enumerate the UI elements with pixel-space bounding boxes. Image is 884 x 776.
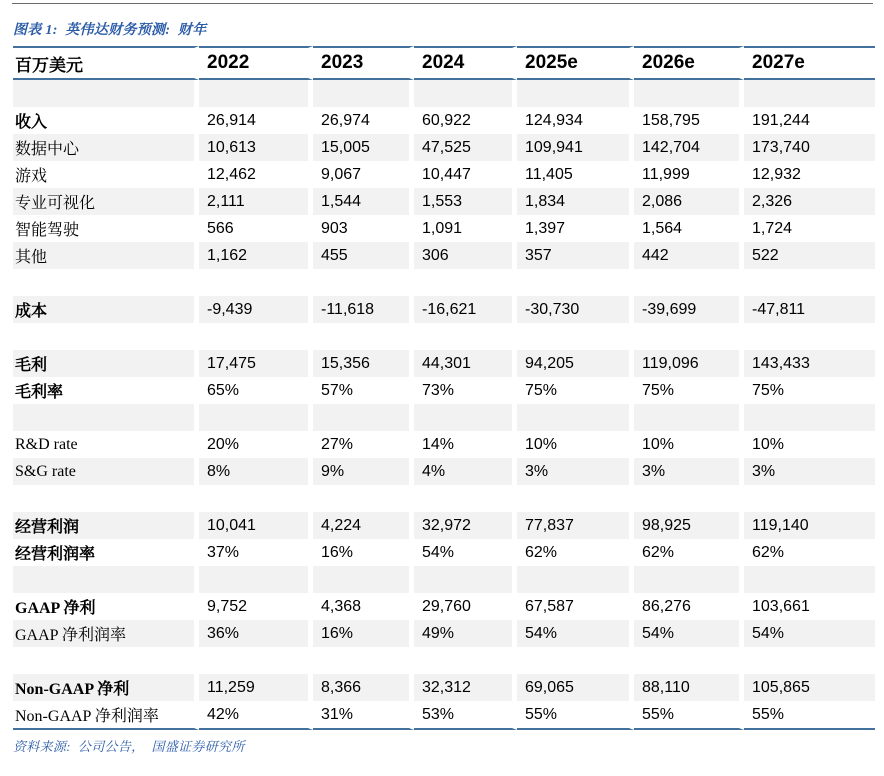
row-label: 专业可视化 xyxy=(13,188,199,215)
header-row xyxy=(13,46,875,80)
cell-value: 15,356 xyxy=(313,350,414,377)
cell-empty xyxy=(199,323,313,350)
cell-value: 455 xyxy=(313,242,414,269)
cell-value: 1,397 xyxy=(517,215,634,242)
cell-value: 1,834 xyxy=(517,188,634,215)
row-label-empty xyxy=(13,323,199,350)
cell-value: 54% xyxy=(517,620,634,647)
cell-empty xyxy=(313,269,414,296)
cell-value: 357 xyxy=(517,242,634,269)
cell-empty xyxy=(313,404,414,431)
cell-value: 26,914 xyxy=(199,107,313,134)
row-label: 游戏 xyxy=(13,161,199,188)
cell-empty xyxy=(634,647,744,674)
table-row xyxy=(13,431,875,458)
table-row xyxy=(13,296,875,323)
year-header-2023: 2023 xyxy=(313,46,414,80)
cell-empty xyxy=(414,80,517,107)
cell-empty xyxy=(414,566,517,593)
cell-value: 44,301 xyxy=(414,350,517,377)
row-label: 经营利润率 xyxy=(13,539,199,566)
cell-value: 49% xyxy=(414,620,517,647)
cell-value: 65% xyxy=(199,377,313,404)
cell-value: -30,730 xyxy=(517,296,634,323)
cell-value: 442 xyxy=(634,242,744,269)
cell-value: 14% xyxy=(414,431,517,458)
cell-value: 47,525 xyxy=(414,134,517,161)
cell-value: 77,837 xyxy=(517,512,634,539)
cell-empty xyxy=(744,269,875,296)
cell-value: 73% xyxy=(414,377,517,404)
row-label-empty xyxy=(13,404,199,431)
cell-empty xyxy=(414,485,517,512)
cell-empty xyxy=(517,566,634,593)
cell-value: 1,091 xyxy=(414,215,517,242)
cell-value: 17,475 xyxy=(199,350,313,377)
row-label: 毛利率 xyxy=(13,377,199,404)
cell-value: 42% xyxy=(199,701,313,730)
cell-empty xyxy=(313,485,414,512)
cell-value: 55% xyxy=(744,701,875,730)
financial-forecast-table xyxy=(13,46,875,730)
cell-value: 11,405 xyxy=(517,161,634,188)
cell-value: 26,974 xyxy=(313,107,414,134)
row-label: Non-GAAP 净利润率 xyxy=(13,701,199,730)
table-row xyxy=(13,188,875,215)
year-header-2025e: 2025e xyxy=(517,46,634,80)
row-label: 收入 xyxy=(13,107,199,134)
spacer-row xyxy=(13,647,875,674)
cell-value: 75% xyxy=(752,381,785,399)
cell-value: 37% xyxy=(199,539,313,566)
cell-value: 1,553 xyxy=(414,188,517,215)
cell-value: 2,086 xyxy=(634,188,744,215)
cell-value: 54% xyxy=(414,539,517,566)
cell-value: 20% xyxy=(199,431,313,458)
spacer-row xyxy=(13,485,875,512)
cell-value: 31% xyxy=(313,701,414,730)
unit-header: 百万美元 xyxy=(13,46,199,80)
cell-empty xyxy=(199,80,313,107)
cell-empty xyxy=(744,80,875,107)
cell-empty xyxy=(744,566,875,593)
cell-value: 1,162 xyxy=(199,242,313,269)
cell-value: 9,752 xyxy=(199,593,313,620)
row-label: GAAP 净利润率 xyxy=(13,620,199,647)
row-label-empty xyxy=(13,566,199,593)
cell-empty xyxy=(313,323,414,350)
cell-value: 69,065 xyxy=(517,674,634,701)
cell-value: 142,704 xyxy=(634,134,744,161)
row-label: 数据中心 xyxy=(13,134,199,161)
cell-value: 54% xyxy=(634,620,744,647)
cell-value: 54% xyxy=(744,620,875,647)
cell-value: 903 xyxy=(313,215,414,242)
cell-value: 1,724 xyxy=(752,219,793,237)
cell-value: 4,368 xyxy=(313,593,414,620)
table-row xyxy=(13,107,875,134)
cell-empty xyxy=(634,485,744,512)
cell-value: 62% xyxy=(517,539,634,566)
cell-value: 191,244 xyxy=(752,111,810,129)
spacer-row xyxy=(13,269,875,296)
cell-value: 3% xyxy=(744,458,875,485)
row-label: S&G rate xyxy=(13,458,199,485)
cell-value: 11,259 xyxy=(199,674,313,701)
cell-empty xyxy=(414,647,517,674)
row-label: 其他 xyxy=(13,242,199,269)
cell-value: 55% xyxy=(634,701,744,730)
cell-value: 10,613 xyxy=(199,134,313,161)
cell-value: 32,312 xyxy=(414,674,517,701)
cell-value: 11,999 xyxy=(634,161,744,188)
cell-value: -47,811 xyxy=(744,296,875,323)
cell-empty xyxy=(744,647,875,674)
table-row xyxy=(13,350,875,377)
cell-value: 75% xyxy=(634,377,744,404)
cell-empty xyxy=(313,566,414,593)
cell-value: 15,005 xyxy=(313,134,414,161)
cell-empty xyxy=(634,269,744,296)
cell-empty xyxy=(517,323,634,350)
cell-empty xyxy=(744,404,875,431)
row-label-empty xyxy=(13,647,199,674)
cell-value: 12,932 xyxy=(752,165,801,183)
cell-value: 8% xyxy=(199,458,313,485)
cell-value: -16,621 xyxy=(414,296,517,323)
cell-value: 4,224 xyxy=(313,512,414,539)
cell-value: 4% xyxy=(414,458,517,485)
cell-value: 103,661 xyxy=(752,597,810,615)
cell-value: 119,096 xyxy=(634,350,744,377)
cell-value: 36% xyxy=(199,620,313,647)
cell-value: 62% xyxy=(634,539,744,566)
cell-value: 1,564 xyxy=(634,215,744,242)
table-row xyxy=(13,620,875,647)
cell-empty xyxy=(744,323,875,350)
cell-value: 9% xyxy=(313,458,414,485)
cell-empty xyxy=(313,80,414,107)
table-row xyxy=(13,593,875,620)
year-header-2027e: 2027e xyxy=(744,46,875,80)
table-row xyxy=(13,674,875,701)
cell-value: 173,740 xyxy=(744,134,875,161)
cell-value: 10% xyxy=(517,431,634,458)
cell-empty xyxy=(199,647,313,674)
cell-value: 143,433 xyxy=(744,350,875,377)
cell-empty xyxy=(199,566,313,593)
cell-empty xyxy=(414,323,517,350)
spacer-row xyxy=(13,404,875,431)
cell-value: 75% xyxy=(517,377,634,404)
cell-value: 158,795 xyxy=(634,107,744,134)
cell-value: 10,041 xyxy=(199,512,313,539)
cell-value: 2,111 xyxy=(199,188,313,215)
cell-value: 67,587 xyxy=(517,593,634,620)
cell-empty xyxy=(517,269,634,296)
cell-value: -11,618 xyxy=(313,296,414,323)
cell-empty xyxy=(517,485,634,512)
cell-value: -9,439 xyxy=(199,296,313,323)
cell-empty xyxy=(634,323,744,350)
spacer-row xyxy=(13,80,875,107)
source-note: 资料来源: 公司公告， 国盛证券研究所 xyxy=(13,739,245,754)
cell-value: 3% xyxy=(517,458,634,485)
cell-value: 88,110 xyxy=(634,674,744,701)
cell-value: 124,934 xyxy=(517,107,634,134)
cell-value: 29,760 xyxy=(414,593,517,620)
table-row xyxy=(13,242,875,269)
cell-value: 16% xyxy=(313,620,414,647)
row-label: 毛利 xyxy=(13,350,199,377)
cell-value: 566 xyxy=(199,215,313,242)
table-row xyxy=(13,215,875,242)
cell-value: 57% xyxy=(313,377,414,404)
cell-value: 86,276 xyxy=(634,593,744,620)
row-label: 成本 xyxy=(13,296,199,323)
cell-value: 119,140 xyxy=(744,512,875,539)
year-header-2022: 2022 xyxy=(199,46,313,80)
cell-value: 3% xyxy=(634,458,744,485)
row-label-empty xyxy=(13,269,199,296)
cell-value: 109,941 xyxy=(517,134,634,161)
year-header-2026e: 2026e xyxy=(634,46,744,80)
cell-value: 62% xyxy=(752,543,785,561)
year-header-2024: 2024 xyxy=(414,46,517,80)
cell-value: 9,067 xyxy=(313,161,414,188)
spacer-row xyxy=(13,566,875,593)
cell-value: 12,462 xyxy=(199,161,313,188)
cell-value: 98,925 xyxy=(634,512,744,539)
cell-value: 60,922 xyxy=(414,107,517,134)
row-label: R&D rate xyxy=(13,431,199,458)
cell-value: 10% xyxy=(752,435,785,453)
table-row xyxy=(13,458,875,485)
cell-empty xyxy=(199,404,313,431)
cell-empty xyxy=(199,269,313,296)
cell-value: 53% xyxy=(414,701,517,730)
cell-value: 306 xyxy=(414,242,517,269)
cell-value: 10,447 xyxy=(414,161,517,188)
table-row xyxy=(13,701,875,730)
cell-value: 10% xyxy=(634,431,744,458)
table-row xyxy=(13,539,875,566)
table-row xyxy=(13,134,875,161)
cell-value: 55% xyxy=(517,701,634,730)
cell-value: 27% xyxy=(313,431,414,458)
cell-value: -39,699 xyxy=(634,296,744,323)
cell-value: 32,972 xyxy=(414,512,517,539)
row-label-empty xyxy=(13,485,199,512)
cell-value: 522 xyxy=(744,242,875,269)
row-label-empty xyxy=(13,80,199,107)
cell-empty xyxy=(634,566,744,593)
cell-value: 1,544 xyxy=(313,188,414,215)
row-label: 智能驾驶 xyxy=(13,215,199,242)
row-label: 经营利润 xyxy=(13,512,199,539)
spacer-row xyxy=(13,323,875,350)
cell-empty xyxy=(744,485,875,512)
top-divider-rule xyxy=(12,3,873,4)
cell-empty xyxy=(414,404,517,431)
row-label: Non-GAAP 净利 xyxy=(13,674,199,701)
cell-value: 94,205 xyxy=(517,350,634,377)
cell-empty xyxy=(634,404,744,431)
cell-value: 105,865 xyxy=(744,674,875,701)
cell-value: 8,366 xyxy=(313,674,414,701)
table-row xyxy=(13,161,875,188)
cell-empty xyxy=(517,647,634,674)
table-row xyxy=(13,377,875,404)
cell-empty xyxy=(313,647,414,674)
cell-value: 16% xyxy=(313,539,414,566)
cell-empty xyxy=(517,404,634,431)
cell-empty xyxy=(517,80,634,107)
row-label: GAAP 净利 xyxy=(13,593,199,620)
cell-value: 2,326 xyxy=(744,188,875,215)
cell-empty xyxy=(414,269,517,296)
cell-empty xyxy=(199,485,313,512)
table-row xyxy=(13,512,875,539)
cell-empty xyxy=(634,80,744,107)
exhibit-title: 图表 1: 英伟达财务预测: 财年 xyxy=(13,23,207,38)
